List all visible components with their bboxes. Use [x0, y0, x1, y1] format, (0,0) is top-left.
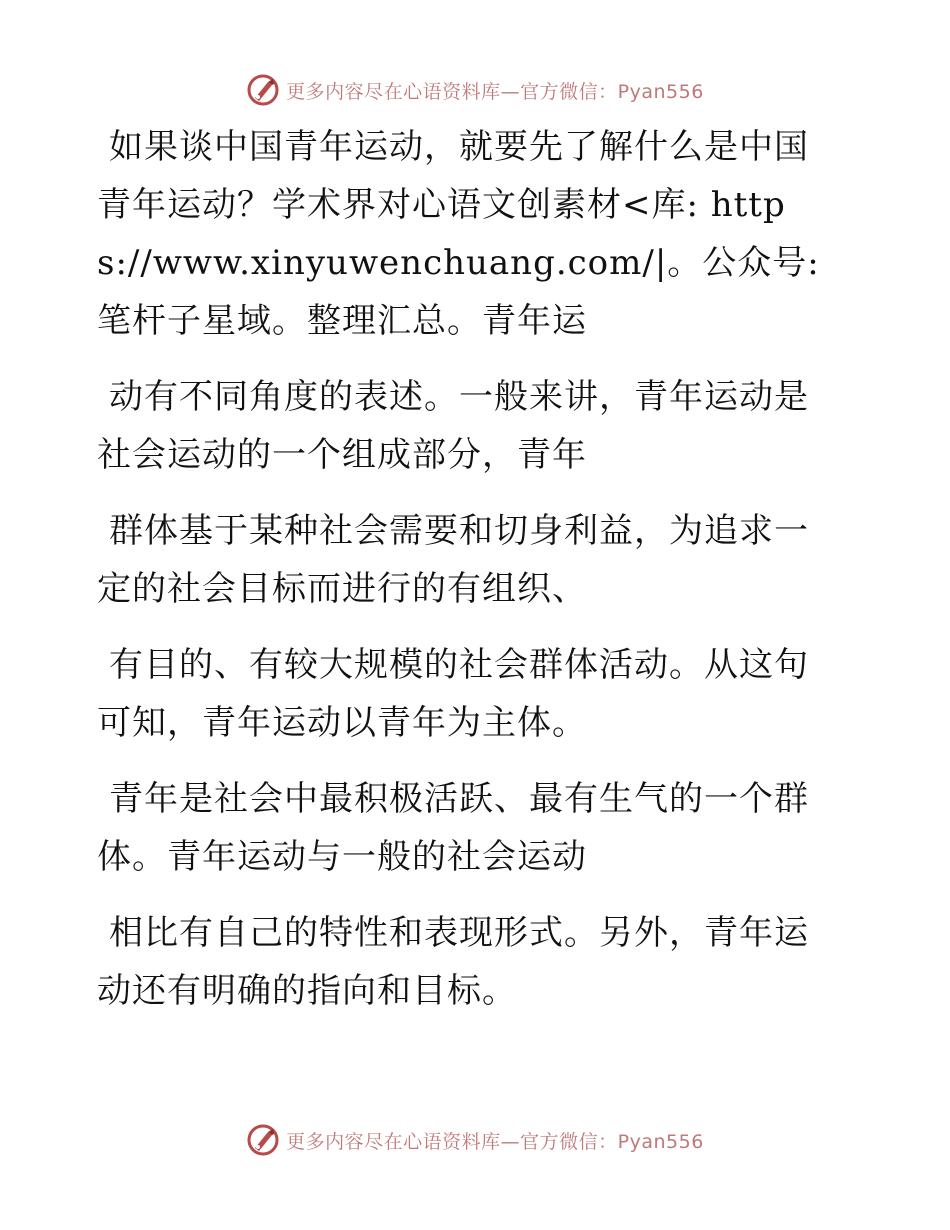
- footer-watermark-banner: [0, 1120, 950, 1160]
- pen-nib-seal-icon: [246, 73, 280, 107]
- paragraph-1: 如果谈中国青年运动，就要先了解什么是中国青年运动？学术界对心语文创素材<库: https://www.xinyuwenchuang.com/|。公众号: 笔杆子星域。整理汇总。青年运: [97, 127, 820, 341]
- paragraph-6: 相比有自己的特性和表现形式。另外，青年运动还有明确的指向和目标。: [97, 913, 809, 1011]
- paragraph-2: 动有不同角度的表述。一般来讲，青年运动是社会运动的一个组成部分，青年: [97, 377, 809, 475]
- paragraph-5: 青年是社会中最积极活跃、最有生气的一个群体。青年运动与一般的社会运动: [97, 779, 809, 877]
- footer-watermark-text: 更多内容尽在心语资料库—官方微信：Pyan556: [286, 1130, 704, 1153]
- paragraph-4: 有目的、有较大规模的社会群体活动。从这句可知，青年运动以青年为主体。: [97, 645, 809, 743]
- header-watermark-text: 更多内容尽在心语资料库—官方微信：Pyan556: [286, 80, 704, 103]
- paragraph-3: 群体基于某种社会需要和切身利益，为追求一定的社会目标而进行的有组织、: [97, 511, 809, 609]
- header-watermark-banner: [0, 70, 950, 110]
- document-body: [97, 118, 832, 1038]
- pen-nib-seal-icon: [246, 1123, 280, 1157]
